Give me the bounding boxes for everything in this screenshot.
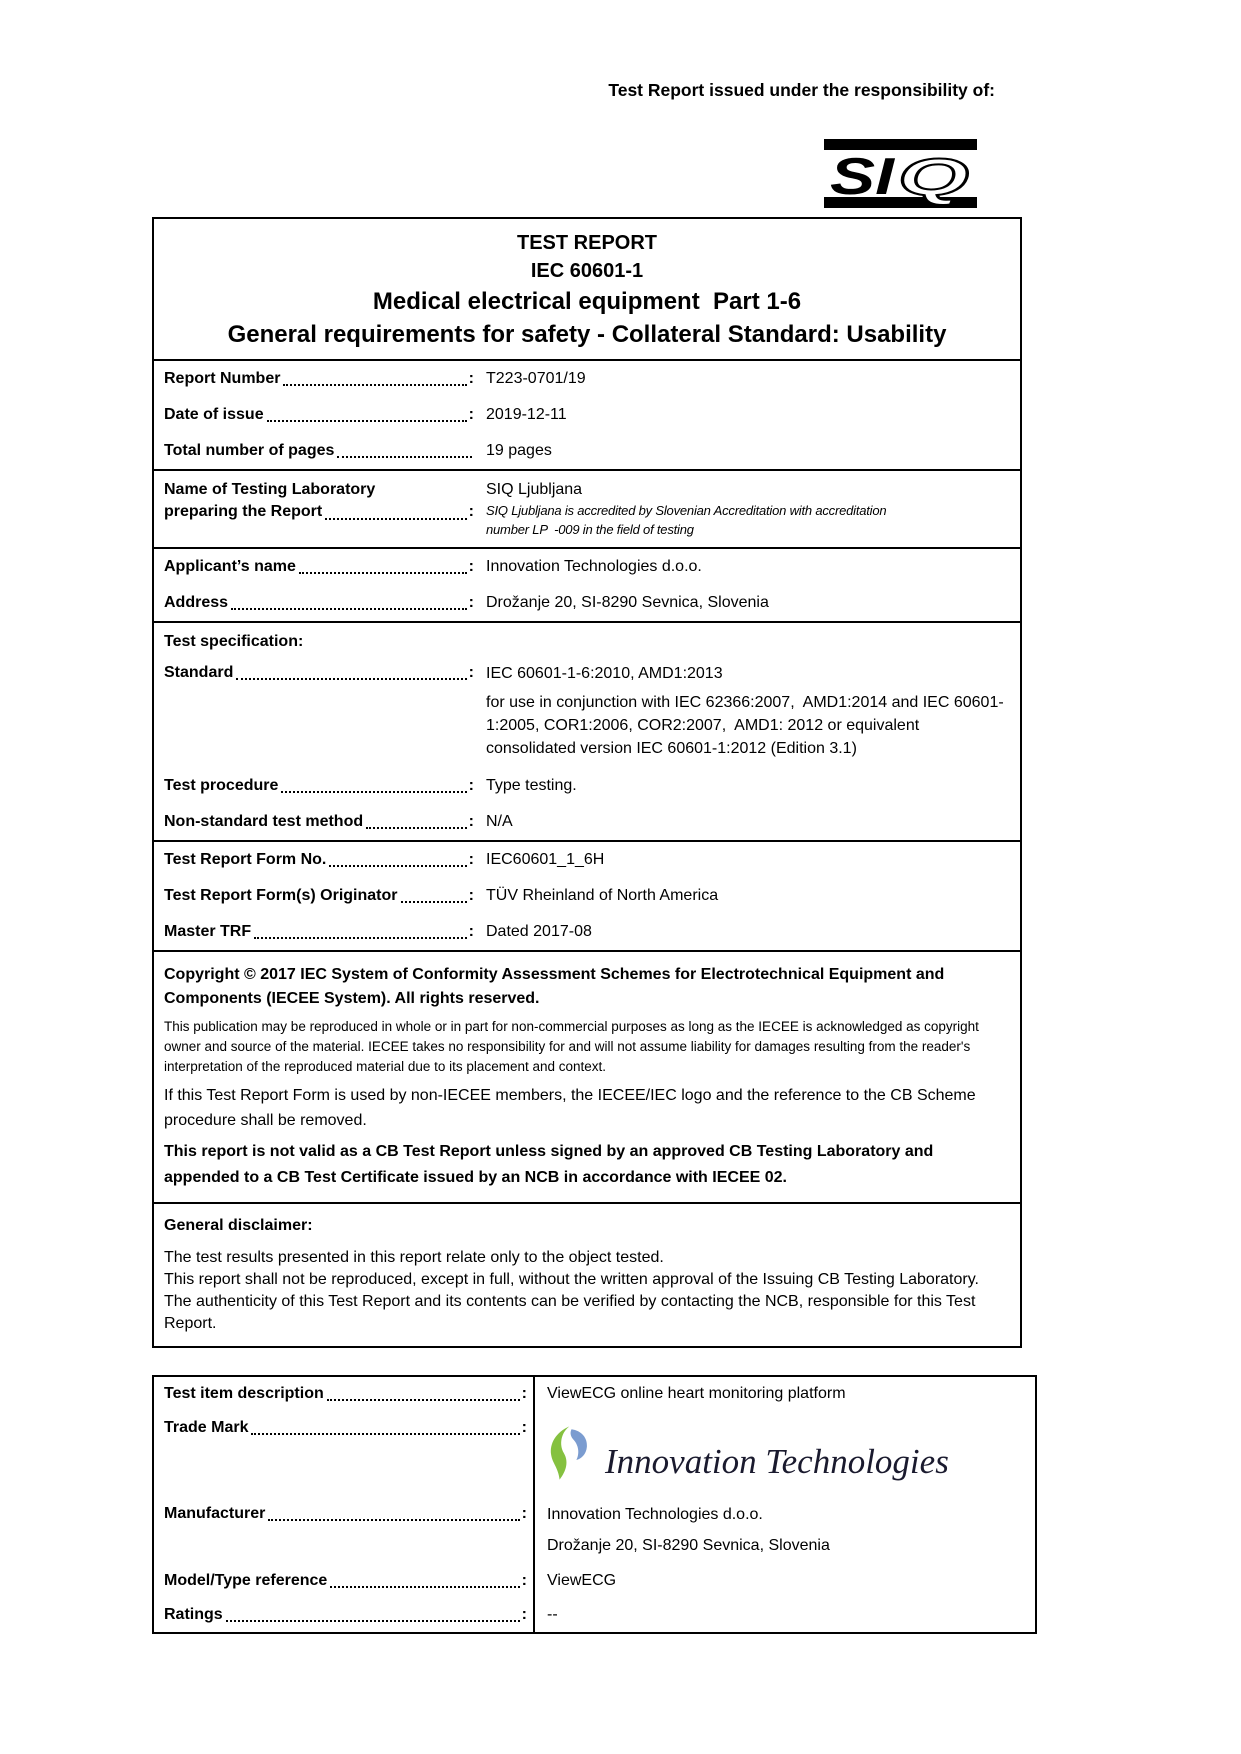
address-row: Address : Drožanje 20, SI-8290 Sevnica, Slovenia bbox=[154, 585, 1020, 621]
disclaimer-line1: The test results presented in this report relate only to the object tested. bbox=[164, 1249, 664, 1266]
copyright-notice: Copyright © 2017 IEC System of Conformity Assessment Schemes for Electrotechnical Equipment and Components (IECEE System). All rights reserved. bbox=[164, 966, 945, 1007]
manufacturer-row: Manufacturer : Innovation Technologies d.o.o. Drožanje 20, SI-8290 Sevnica, Slovenia bbox=[154, 1497, 1035, 1564]
siq-logo bbox=[824, 139, 977, 208]
copyright-fine-print: This publication may be reproduced in whole or in part for non-commercial purposes as long as the IECEE is acknowledged as copyright owner and source of the material. IECEE takes no responsibility for and will not assume liability for damages resulting from the reader's interpretation of the reproduced material due to its placement and context. bbox=[164, 1019, 979, 1074]
applicant-row: Applicant’s name : Innovation Technologies d.o.o. bbox=[154, 549, 1020, 585]
report-number-value: T223-0701/19 bbox=[486, 370, 586, 387]
nonstandard-method-label: Non-standard test method bbox=[164, 813, 364, 830]
swoosh-blue-shape bbox=[571, 1429, 587, 1460]
test-specification-group bbox=[154, 621, 1020, 840]
dotted-leader bbox=[327, 1399, 520, 1401]
test-item-table bbox=[152, 1375, 1037, 1634]
trf-originator-row: Test Report Form(s) Originator : TÜV Rheinland of North America bbox=[154, 878, 1020, 914]
trf-group bbox=[154, 840, 1020, 950]
dotted-leader bbox=[366, 827, 467, 829]
test-procedure-row: Test procedure : Type testing. bbox=[154, 768, 1020, 804]
dotted-leader bbox=[330, 1586, 519, 1588]
innovation-technologies-logo bbox=[547, 1415, 1025, 1491]
trf-number-label: Test Report Form No. bbox=[164, 851, 327, 868]
accreditation-note-line1: SIQ Ljubljana is accredited by Slovenian Accreditation with accreditation bbox=[486, 503, 887, 518]
testing-lab-label-line1: Name of Testing Laboratory bbox=[164, 481, 376, 498]
trf-originator-label: Test Report Form(s) Originator bbox=[164, 887, 398, 904]
test-item-description-label: Test item description bbox=[164, 1385, 324, 1402]
standard-label: Standard bbox=[164, 664, 234, 681]
dotted-leader bbox=[283, 384, 466, 386]
copyright-group bbox=[154, 950, 1020, 1202]
test-report-table bbox=[152, 217, 1022, 1348]
dotted-leader bbox=[337, 456, 472, 458]
dotted-leader bbox=[226, 1620, 520, 1622]
dotted-leader bbox=[325, 518, 466, 520]
title-block bbox=[154, 219, 1020, 359]
issued-under-responsibility-text: Test Report issued under the responsibility of: bbox=[608, 80, 995, 100]
ratings-value: -- bbox=[547, 1606, 558, 1623]
total-pages-value: 19 pages bbox=[486, 442, 552, 459]
dotted-leader bbox=[236, 678, 466, 680]
trf-number-value: IEC60601_1_6H bbox=[486, 851, 605, 868]
testing-lab-label-line2: preparing the Report bbox=[164, 503, 323, 520]
dotted-leader bbox=[281, 791, 466, 793]
dotted-leader bbox=[268, 1519, 519, 1521]
disclaimer-line2: This report shall not be reproduced, except in full, without the written approval of the Issuing CB Testing Laboratory. The authenticity of this Test Report and its contents can be verified by contacting the NCB, responsible for this Test Report. bbox=[164, 1271, 979, 1332]
address-label: Address bbox=[164, 594, 229, 611]
standard-conjunction-note: for use in conjunction with IEC 62366:2007, AMD1:2014 and IEC 60601-1:2005, COR1:2006, COR2:2007, AMD1: 2012 or equivalent consolidated version IEC 60601-1:2012 (Edition 3.1) bbox=[486, 694, 1004, 757]
siq-logo-q-glyph: Q bbox=[898, 147, 969, 207]
total-pages-label: Total number of pages bbox=[164, 442, 335, 459]
ratings-label: Ratings bbox=[164, 1606, 223, 1623]
accreditation-note-line2: number LP -009 in the field of testing bbox=[486, 522, 694, 537]
address-value: Drožanje 20, SI-8290 Sevnica, Slovenia bbox=[486, 594, 769, 611]
title-test-report: TEST REPORT bbox=[516, 232, 657, 254]
date-of-issue-label: Date of issue bbox=[164, 406, 264, 423]
title-standard-number: IEC 60601-1 bbox=[530, 260, 644, 282]
date-of-issue-row: Date of issue : 2019-12-11 bbox=[154, 397, 1020, 433]
general-disclaimer-group bbox=[154, 1202, 1020, 1346]
applicant-group bbox=[154, 547, 1020, 621]
non-iecee-note: If this Test Report Form is used by non-IECEE members, the IECEE/IEC logo and the reference to the CB Scheme procedure shall be removed. bbox=[164, 1087, 976, 1129]
standard-row: Standard : IEC 60601-1-6:2010, AMD1:2013 for use in conjunction with IEC 62366:2007, AMD1:2014 and IEC 60601-1:2005, COR1:2006, COR2:2007, AMD1: 2012 or equivalent consolidated version IEC 60601-1:2012 (Edition 3.1) bbox=[154, 657, 1020, 768]
siq-logo-si-text: SI bbox=[830, 146, 894, 206]
standard-value: IEC 60601-1-6:2010, AMD1:2013 bbox=[486, 665, 723, 682]
cb-validity-statement: This report is not valid as a CB Test Report unless signed by an approved CB Testing Laboratory and appended to a CB Test Certificate issued by an NCB in accordance with IECEE 02. bbox=[164, 1143, 934, 1186]
applicant-label: Applicant’s name bbox=[164, 558, 296, 575]
test-item-description-value: ViewECG online heart monitoring platform bbox=[547, 1385, 846, 1402]
general-disclaimer-header: General disclaimer: bbox=[164, 1217, 313, 1234]
manufacturer-address: Drožanje 20, SI-8290 Sevnica, Slovenia bbox=[547, 1537, 830, 1554]
manufacturer-name: Innovation Technologies d.o.o. bbox=[547, 1506, 763, 1523]
title-equipment: Medical electrical equipment Part 1-6 bbox=[372, 288, 802, 315]
dotted-leader bbox=[231, 608, 467, 610]
master-trf-label: Master TRF bbox=[164, 923, 252, 940]
innovation-technologies-swoosh-icon bbox=[547, 1415, 589, 1491]
title-collateral-standard: General requirements for safety - Collateral Standard: Usability bbox=[227, 321, 947, 348]
testing-lab-value: SIQ Ljubljana bbox=[486, 481, 583, 498]
dotted-leader bbox=[254, 937, 467, 939]
nonstandard-method-row: Non-standard test method : N/A bbox=[154, 804, 1020, 840]
testing-laboratory-group bbox=[154, 469, 1020, 547]
date-of-issue-value: 2019-12-11 bbox=[486, 406, 567, 423]
trf-originator-value: TÜV Rheinland of North America bbox=[486, 887, 719, 904]
manufacturer-label: Manufacturer bbox=[164, 1505, 266, 1522]
model-type-row: Model/Type reference : ViewECG bbox=[154, 1564, 1035, 1598]
dotted-leader bbox=[267, 420, 467, 422]
total-pages-row bbox=[154, 433, 1020, 469]
test-procedure-label: Test procedure bbox=[164, 777, 279, 794]
dotted-leader bbox=[251, 1433, 519, 1435]
ratings-row: Ratings : -- bbox=[154, 1598, 1035, 1632]
model-type-label: Model/Type reference bbox=[164, 1572, 328, 1589]
dotted-leader bbox=[299, 572, 467, 574]
test-procedure-value: Type testing. bbox=[486, 777, 577, 794]
report-identification-group bbox=[154, 359, 1020, 469]
swoosh-green-shape bbox=[551, 1426, 570, 1479]
nonstandard-method-value: N/A bbox=[486, 813, 513, 830]
report-number-label: Report Number bbox=[164, 370, 281, 387]
dotted-leader bbox=[329, 865, 466, 867]
trf-number-row: Test Report Form No. : IEC60601_1_6H bbox=[154, 842, 1020, 878]
applicant-value: Innovation Technologies d.o.o. bbox=[486, 558, 702, 575]
test-item-description-row: Test item description : ViewECG online heart monitoring platform bbox=[154, 1377, 1035, 1411]
test-specification-header: Test specification: bbox=[164, 633, 304, 650]
dotted-leader bbox=[401, 901, 467, 903]
testing-laboratory-row: Name of Testing Laboratory preparing the Report : SIQ Ljubljana SIQ Ljubljana is accredited by Slovenian Accreditation with accreditation number LP -009 in the field of testing bbox=[154, 471, 1020, 547]
trade-mark-label: Trade Mark bbox=[164, 1419, 249, 1436]
report-number-row: Report Number : T223-0701/19 bbox=[154, 361, 1020, 397]
model-type-value: ViewECG bbox=[547, 1572, 617, 1589]
innovation-technologies-logo-text: Innovation Technologies bbox=[605, 1442, 949, 1481]
trade-mark-row: Trade Mark : Innovation Technologies bbox=[154, 1411, 1035, 1497]
master-trf-row: Master TRF : Dated 2017-08 bbox=[154, 914, 1020, 950]
master-trf-value: Dated 2017-08 bbox=[486, 923, 592, 940]
